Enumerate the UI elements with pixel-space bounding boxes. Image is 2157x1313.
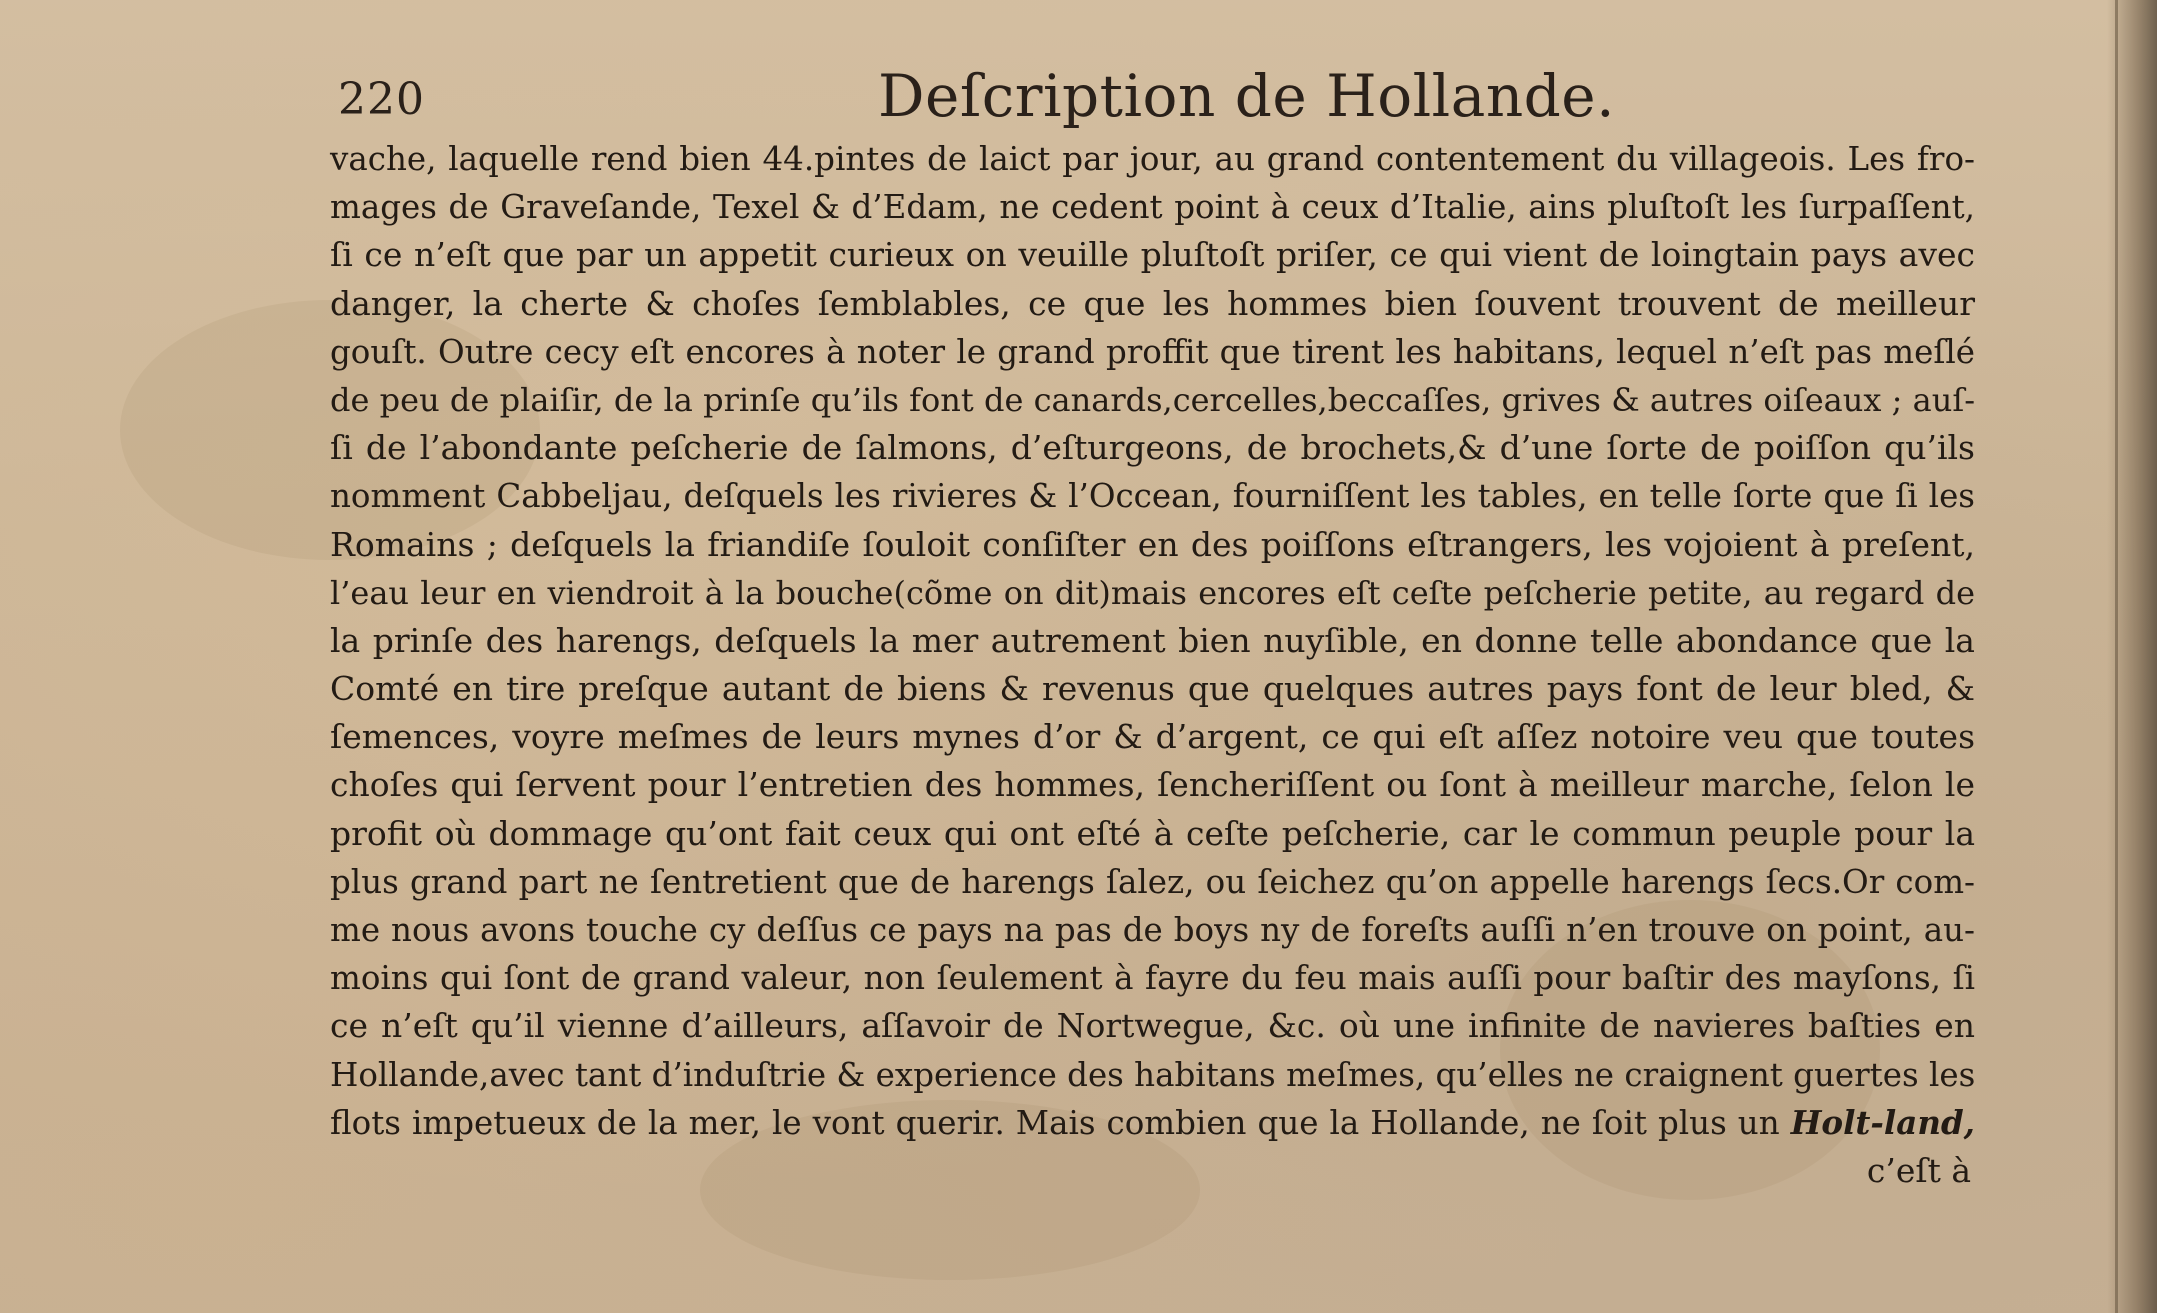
text-line-main: flots impetueux de la mer, le vont querir. Mais combien que la Hollande, ne ſoit plus un [330,1103,1780,1142]
text-line: de peu de plaiſir, de la prinſe qu’ils font de canards,cercelles,beccaſſes, grives & autres oiſeaux ; auſ- [330,380,1975,419]
text-line: profit où dommage qu’ont fait ceux qui ont eſté à ceſte peſcherie, car le commun peuple pour la [330,813,1975,853]
text-line: la prinſe des harengs, deſquels la mer autrement bien nuyſible, en donne telle abondance que la [330,620,1975,660]
text-line: danger, la cherte & choſes ſemblables, ce que les hommes bien ſouvent trouvent de meilleur [330,283,1975,323]
catchword-line [330,1147,1975,1195]
text-line: l’eau leur en viendroit à la bouche(cõme on dit)mais encores eſt ceſte peſcherie petite, au regard de [330,573,1975,612]
text-line: Romains ; deſquels la friandiſe ſouloit conſiſter en des poiſſons eſtrangers, les vojoient à preſent, [330,524,1975,564]
text-line: ſemences, voyre meſmes de leurs mynes d’or & d’argent, ce qui eſt aſſez notoire veu que toutes [330,717,1975,757]
text-line: mages de Graveſande, Texel & d’Edam, ne cedent point à ceux d’Italie, ains pluſtoſt les ſurpaſſent, [330,188,1975,227]
catchword: c’eſt à [1866,1150,1971,1190]
text-line: ce n’eſt qu’il vienne d’ailleurs, aſſavoir de Nortwegue, &c. où une infinite de navieres baſties en [330,1006,1975,1046]
text-line: ſi de l’abondante peſcherie de ſalmons, d’eſturgeons, de brochets,& d’une ſorte de poiſſon qu’ils [330,428,1975,468]
text-line-last [330,1099,1975,1147]
text-line: choſes qui ſervent pour l’entretien des hommes, ſencheriſſent ou ſont à meilleur marche, ſelon le [330,765,1975,805]
text-line: Hollande,avec tant d’induſtrie & experience des habitans meſmes, qu’elles ne craignent guertes les [330,1055,1976,1094]
text-line: plus grand part ne ſentretient que de harengs ſalez, ou ſeichez qu’on appelle harengs ſecs.Or com- [330,862,1975,901]
italic-word: Holt-land, [1790,1102,1975,1142]
text-line: nomment Cabbeljau, deſquels les rivieres & l’Occean, fourniſſent les tables, en telle ſorte que ſi les [330,477,1975,516]
text-line: Comté en tire preſque autant de biens & revenus que quelques autres pays font de leur bled, & [330,669,1975,709]
text-line: gouſt. Outre cecy eſt encores à noter le grand proffit que tirent les habitans, lequel n’eſt pas meſlé [330,332,1975,371]
running-title: Deſcription de Hollande. [878,62,1616,130]
body-text [330,135,1975,1215]
binding-shadow [2107,0,2157,1313]
text-line: ſi ce n’eſt que par un appetit curieux on veuille pluſtoſt priſer, ce qui vient de loingtain pays avec [330,235,1975,275]
text-line: vache, laquelle rend bien 44.pintes de laict par jour, au grand contentement du villageois. Les fro- [330,140,1975,178]
page-number: 220 [338,74,425,125]
text-line: moins qui ſont de grand valeur, non ſeulement à fayre du feu mais auſſi pour baſtir des mayſons, ſi [330,959,1975,998]
page-header [338,62,1978,132]
text-line: me nous avons touche cy deſſus ce pays na pas de boys ny de foreſts auſſi n’en trouve on point, au- [330,911,1975,949]
